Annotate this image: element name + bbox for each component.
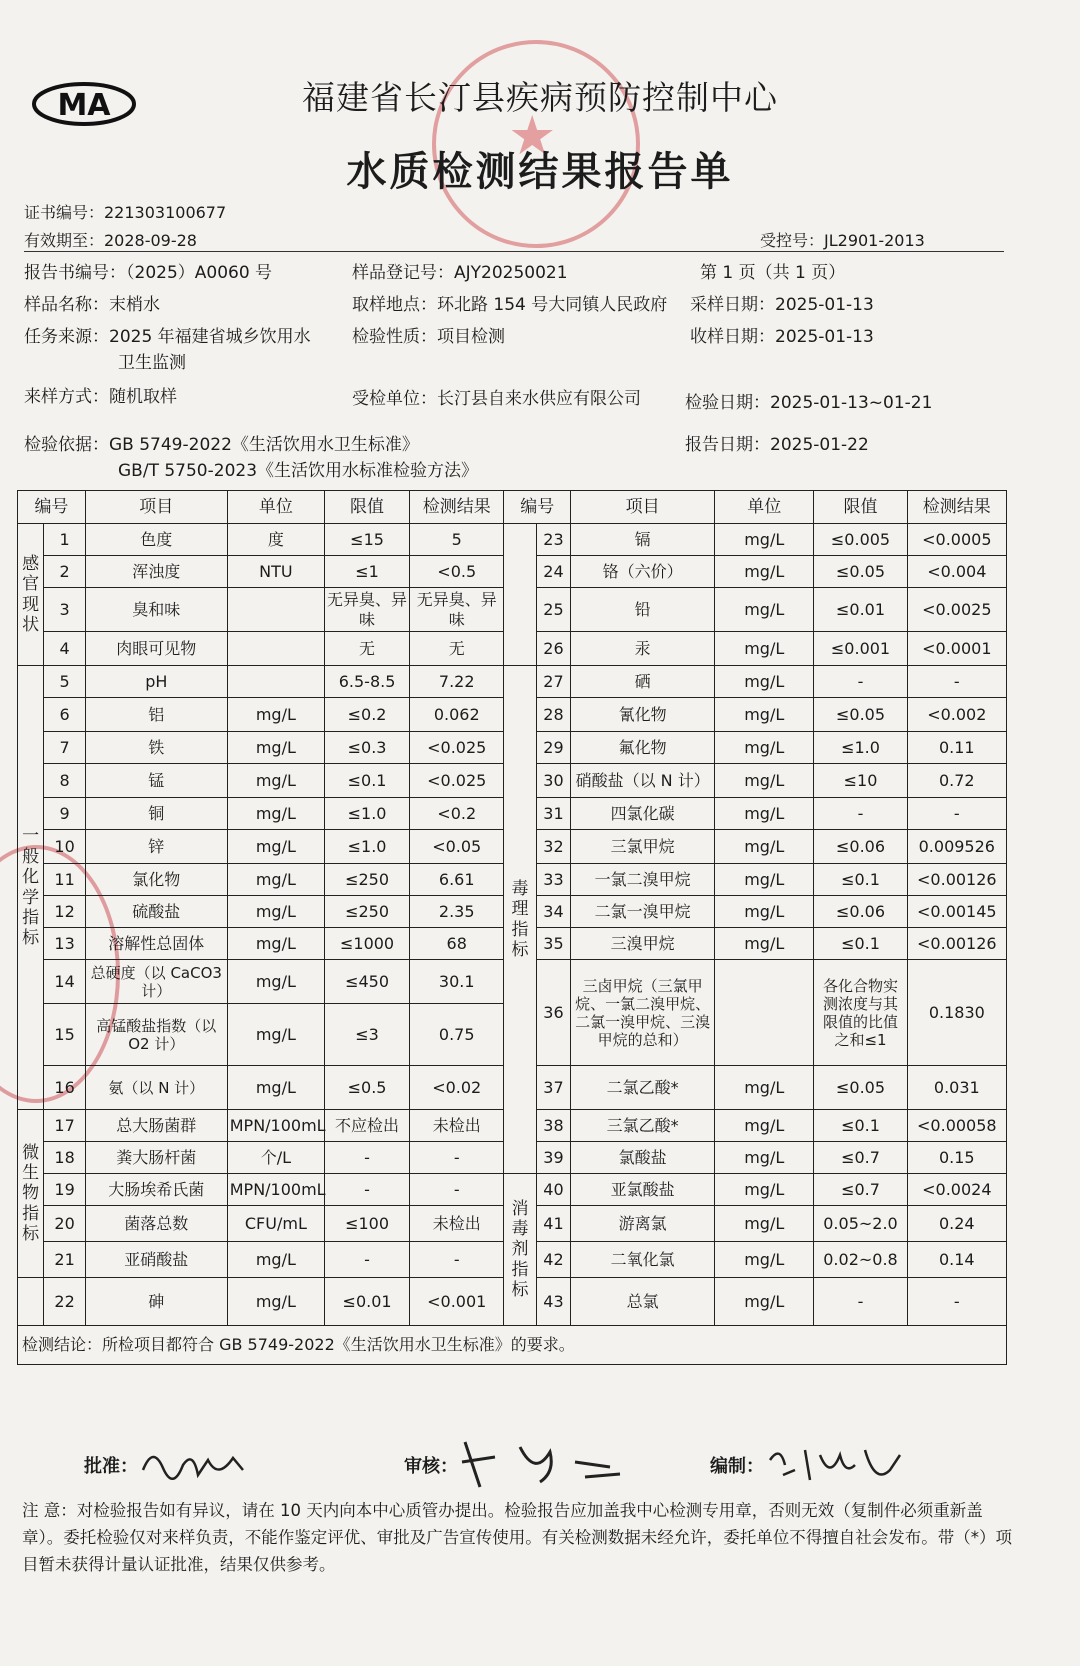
- item-number: 22: [44, 1278, 86, 1326]
- item-unit: mg/L: [715, 798, 814, 830]
- item-unit: [227, 632, 324, 666]
- item-limit: ≤3: [325, 1004, 410, 1066]
- item-limit: ≤450: [325, 960, 410, 1004]
- item-limit: ≤1.0: [814, 732, 907, 764]
- item-number: 5: [44, 666, 86, 698]
- col-header: 单位: [715, 491, 814, 524]
- item-number: 14: [44, 960, 86, 1004]
- item-number: 25: [536, 588, 570, 632]
- task-source: 任务来源：2025 年福建省城乡饮用水: [24, 327, 311, 347]
- item-unit: mg/L: [715, 764, 814, 798]
- item-limit: 各化合物实测浓度与其限值的比值之和≤1: [814, 960, 907, 1066]
- item-result: 0.24: [907, 1206, 1006, 1242]
- item-name: 总氯: [571, 1278, 715, 1326]
- item-limit: ≤0.06: [814, 896, 907, 928]
- col-header: 检测结果: [410, 491, 504, 524]
- col-header: 单位: [227, 491, 324, 524]
- item-number: 19: [44, 1174, 86, 1206]
- item-limit: ≤1.0: [325, 798, 410, 830]
- item-limit: ≤0.1: [814, 1110, 907, 1142]
- item-unit: mg/L: [227, 928, 324, 960]
- item-name: pH: [85, 666, 227, 698]
- item-number: 41: [536, 1206, 570, 1242]
- item-result: <0.001: [410, 1278, 504, 1326]
- category-empty: [504, 524, 536, 666]
- item-name: 总大肠菌群: [85, 1110, 227, 1142]
- item-unit: mg/L: [227, 830, 324, 864]
- org-title: 福建省长汀县疾病预防控制中心: [302, 78, 778, 117]
- item-name: 三氯甲烷: [571, 830, 715, 864]
- page-indicator: 第 1 页（共 1 页）: [700, 263, 846, 283]
- notice-text: 注 意：对检验报告如有异议，请在 10 天内向本中心质管办提出。检验报告应加盖我中心检测专用章，否则无效（复制件必须重新盖章）。委托检验仅对来样负责，不能作鉴定评优、审批及广告宣传使用。有关检测数据未经允许，委托单位不得擅自社会发布。带（*）项目暂未获得计量认证批准，结果仅供参考。: [22, 1501, 1012, 1574]
- item-name: 汞: [571, 632, 715, 666]
- col-header: 编号: [18, 491, 86, 524]
- item-limit: -: [814, 666, 907, 698]
- item-result: 2.35: [410, 896, 504, 928]
- item-result: -: [410, 1142, 504, 1174]
- item-result: 0.14: [907, 1242, 1006, 1278]
- item-unit: mg/L: [715, 1242, 814, 1278]
- item-number: 3: [44, 588, 86, 632]
- item-result: 0.009526: [907, 830, 1006, 864]
- item-unit: 度: [227, 524, 324, 556]
- category-empty: [18, 1278, 44, 1326]
- item-unit: mg/L: [715, 1206, 814, 1242]
- item-unit: mg/L: [715, 896, 814, 928]
- control-number: 受控号：JL2901-2013: [760, 231, 925, 250]
- item-unit: mg/L: [715, 698, 814, 732]
- item-limit: ≤0.7: [814, 1142, 907, 1174]
- report-date: 报告日期：2025-01-22: [685, 435, 869, 455]
- item-result: <0.0025: [907, 588, 1006, 632]
- review-label: 审核：: [404, 1456, 458, 1477]
- conclusion-text: 检测结论：所检项目都符合 GB 5749-2022《生活饮用水卫生标准》的要求。: [18, 1326, 1007, 1365]
- item-number: 11: [44, 864, 86, 896]
- item-limit: ≤0.1: [814, 864, 907, 896]
- item-limit: -: [814, 798, 907, 830]
- item-unit: mg/L: [715, 588, 814, 632]
- approve-signature: [138, 1440, 248, 1498]
- item-limit: ≤0.2: [325, 698, 410, 732]
- item-result: <0.05: [410, 830, 504, 864]
- svg-text:MA: MA: [57, 88, 111, 123]
- item-number: 36: [536, 960, 570, 1066]
- item-name: 铜: [85, 798, 227, 830]
- item-number: 35: [536, 928, 570, 960]
- item-unit: MPN/100mL: [227, 1110, 324, 1142]
- item-name: 砷: [85, 1278, 227, 1326]
- receive-date: 收样日期：2025-01-13: [690, 327, 874, 347]
- item-unit: mg/L: [715, 1278, 814, 1326]
- item-name: 二氯一溴甲烷: [571, 896, 715, 928]
- item-result: <0.025: [410, 732, 504, 764]
- edit-label: 编制：: [710, 1456, 764, 1477]
- item-result: -: [907, 798, 1006, 830]
- item-limit: ≤0.005: [814, 524, 907, 556]
- item-unit: mg/L: [227, 864, 324, 896]
- item-number: 9: [44, 798, 86, 830]
- col-header: 检测结果: [907, 491, 1006, 524]
- item-result: 无异臭、异味: [410, 588, 504, 632]
- item-unit: mg/L: [715, 928, 814, 960]
- valid-until: 有效期至：2028-09-28: [24, 231, 197, 250]
- item-number: 40: [536, 1174, 570, 1206]
- item-result: 0.1830: [907, 960, 1006, 1066]
- item-number: 15: [44, 1004, 86, 1066]
- item-limit: 不应检出: [325, 1110, 410, 1142]
- item-name: 大肠埃希氏菌: [85, 1174, 227, 1206]
- item-limit: -: [325, 1174, 410, 1206]
- task-source-cont: 卫生监测: [118, 353, 186, 373]
- item-unit: mg/L: [227, 1066, 324, 1110]
- item-number: 26: [536, 632, 570, 666]
- item-result: <0.00126: [907, 928, 1006, 960]
- item-limit: ≤0.5: [325, 1066, 410, 1110]
- category-label: 微生物指标: [18, 1110, 44, 1278]
- item-result: <0.0001: [907, 632, 1006, 666]
- item-name: 锰: [85, 764, 227, 798]
- item-limit: -: [325, 1242, 410, 1278]
- item-limit: ≤0.05: [814, 556, 907, 588]
- item-limit: 无: [325, 632, 410, 666]
- item-result: <0.02: [410, 1066, 504, 1110]
- review-signature: [460, 1432, 630, 1500]
- item-number: 39: [536, 1142, 570, 1174]
- item-result: 未检出: [410, 1206, 504, 1242]
- item-result: <0.5: [410, 556, 504, 588]
- item-number: 32: [536, 830, 570, 864]
- item-name: 铬（六价）: [571, 556, 715, 588]
- item-unit: mg/L: [227, 960, 324, 1004]
- test-basis: 检验依据：GB 5749-2022《生活饮用水卫生标准》: [24, 435, 419, 455]
- test-basis-cont: GB/T 5750-2023《生活饮用水标准检验方法》: [118, 461, 479, 481]
- report-number: 报告书编号：（2025）A0060 号: [24, 263, 273, 283]
- cert-number: 证书编号：221303100677: [24, 203, 227, 222]
- item-unit: mg/L: [227, 1278, 324, 1326]
- approve-label: 批准：: [84, 1456, 138, 1477]
- col-header: 限值: [814, 491, 907, 524]
- item-number: 42: [536, 1242, 570, 1278]
- item-unit: mg/L: [227, 1004, 324, 1066]
- item-limit: ≤0.7: [814, 1174, 907, 1206]
- table-row: [18, 1174, 1007, 1206]
- item-unit: mg/L: [715, 556, 814, 588]
- item-unit: NTU: [227, 556, 324, 588]
- item-name: 氰化物: [571, 698, 715, 732]
- inspected-unit: 受检单位：长汀县自来水供应有限公司: [352, 389, 641, 409]
- item-result: <0.00058: [907, 1110, 1006, 1142]
- item-limit: 无异臭、异味: [325, 588, 410, 632]
- item-limit: ≤0.01: [814, 588, 907, 632]
- item-limit: ≤0.05: [814, 698, 907, 732]
- item-name: 亚氯酸盐: [571, 1174, 715, 1206]
- item-number: 17: [44, 1110, 86, 1142]
- item-number: 8: [44, 764, 86, 798]
- item-name: 一氯二溴甲烷: [571, 864, 715, 896]
- item-limit: ≤15: [325, 524, 410, 556]
- item-unit: [715, 960, 814, 1066]
- item-limit: 0.05~2.0: [814, 1206, 907, 1242]
- item-number: 29: [536, 732, 570, 764]
- conclusion-row: [18, 1326, 1007, 1365]
- item-number: 21: [44, 1242, 86, 1278]
- results-table: [17, 490, 1007, 1365]
- item-number: 27: [536, 666, 570, 698]
- item-unit: mg/L: [715, 1066, 814, 1110]
- item-limit: ≤0.01: [325, 1278, 410, 1326]
- item-name: 三卤甲烷（三氯甲烷、一氯二溴甲烷、二氯一溴甲烷、三溴甲烷的总和）: [571, 960, 715, 1066]
- edit-signature: [765, 1440, 905, 1498]
- test-nature: 检验性质：项目检测: [352, 327, 505, 347]
- item-limit: ≤1: [325, 556, 410, 588]
- item-number: 23: [536, 524, 570, 556]
- item-name: 亚硝酸盐: [85, 1242, 227, 1278]
- item-unit: mg/L: [715, 864, 814, 896]
- doc-title: 水质检测结果报告单: [346, 149, 734, 195]
- item-number: 24: [536, 556, 570, 588]
- item-limit: ≤0.3: [325, 732, 410, 764]
- item-number: 43: [536, 1278, 570, 1326]
- sample-reg-number: 样品登记号：AJY20250021: [352, 263, 568, 283]
- item-number: 20: [44, 1206, 86, 1242]
- category-label: 消毒剂指标: [504, 1174, 536, 1326]
- item-unit: mg/L: [715, 1174, 814, 1206]
- item-number: 37: [536, 1066, 570, 1110]
- item-result: -: [907, 1278, 1006, 1326]
- item-limit: ≤100: [325, 1206, 410, 1242]
- item-result: 6.61: [410, 864, 504, 896]
- item-name: 铅: [571, 588, 715, 632]
- table-row: [18, 666, 1007, 698]
- item-result: <0.025: [410, 764, 504, 798]
- item-name: 锌: [85, 830, 227, 864]
- item-result: <0.0024: [907, 1174, 1006, 1206]
- item-number: 12: [44, 896, 86, 928]
- item-name: 总硬度（以 CaCO3 计）: [85, 960, 227, 1004]
- item-name: 氯酸盐: [571, 1142, 715, 1174]
- item-number: 28: [536, 698, 570, 732]
- item-limit: ≤1000: [325, 928, 410, 960]
- item-name: 镉: [571, 524, 715, 556]
- item-unit: mg/L: [715, 524, 814, 556]
- item-unit: mg/L: [715, 732, 814, 764]
- item-name: 铁: [85, 732, 227, 764]
- item-result: <0.002: [907, 698, 1006, 732]
- item-unit: mg/L: [227, 1242, 324, 1278]
- item-result: 7.22: [410, 666, 504, 698]
- item-unit: mg/L: [227, 798, 324, 830]
- item-result: 68: [410, 928, 504, 960]
- item-number: 31: [536, 798, 570, 830]
- col-header: 编号: [504, 491, 571, 524]
- item-name: 菌落总数: [85, 1206, 227, 1242]
- item-name: 氨（以 N 计）: [85, 1066, 227, 1110]
- item-unit: mg/L: [227, 698, 324, 732]
- item-unit: mg/L: [715, 830, 814, 864]
- col-header: 限值: [325, 491, 410, 524]
- item-name: 氯化物: [85, 864, 227, 896]
- item-name: 氟化物: [571, 732, 715, 764]
- item-name: 四氯化碳: [571, 798, 715, 830]
- item-name: 硒: [571, 666, 715, 698]
- item-limit: ≤250: [325, 896, 410, 928]
- item-number: 30: [536, 764, 570, 798]
- category-label: 感官现状: [18, 524, 44, 666]
- item-result: <0.0005: [907, 524, 1006, 556]
- item-name: 硫酸盐: [85, 896, 227, 928]
- item-result: <0.004: [907, 556, 1006, 588]
- item-number: 34: [536, 896, 570, 928]
- item-limit: -: [814, 1278, 907, 1326]
- item-unit: mg/L: [227, 732, 324, 764]
- table-header-row: [18, 491, 1007, 524]
- item-number: 38: [536, 1110, 570, 1142]
- item-name: 二氧化氯: [571, 1242, 715, 1278]
- item-unit: mg/L: [227, 764, 324, 798]
- item-result: <0.2: [410, 798, 504, 830]
- item-number: 16: [44, 1066, 86, 1110]
- item-unit: mg/L: [227, 896, 324, 928]
- item-number: 2: [44, 556, 86, 588]
- item-result: <0.00145: [907, 896, 1006, 928]
- item-result: 0.75: [410, 1004, 504, 1066]
- sample-location: 取样地点：环北路 154 号大同镇人民政府: [352, 295, 668, 315]
- item-name: 三氯乙酸*: [571, 1110, 715, 1142]
- item-number: 33: [536, 864, 570, 896]
- item-limit: ≤0.06: [814, 830, 907, 864]
- sample-name: 样品名称：末梢水: [24, 295, 160, 315]
- item-result: 30.1: [410, 960, 504, 1004]
- item-result: 0.031: [907, 1066, 1006, 1110]
- item-limit: ≤250: [325, 864, 410, 896]
- item-unit: 个/L: [227, 1142, 324, 1174]
- item-name: 高锰酸盐指数（以 O2 计）: [85, 1004, 227, 1066]
- item-result: 0.11: [907, 732, 1006, 764]
- col-header: 项目: [85, 491, 227, 524]
- item-limit: ≤0.1: [814, 928, 907, 960]
- item-unit: mg/L: [715, 666, 814, 698]
- item-limit: 6.5-8.5: [325, 666, 410, 698]
- table-row: [18, 524, 1007, 556]
- item-name: 三溴甲烷: [571, 928, 715, 960]
- item-result: -: [410, 1242, 504, 1278]
- item-unit: CFU/mL: [227, 1206, 324, 1242]
- test-date: 检验日期：2025-01-13~01-21: [685, 393, 933, 413]
- item-name: 铝: [85, 698, 227, 732]
- item-name: 二氯乙酸*: [571, 1066, 715, 1110]
- sampling-method: 来样方式：随机取样: [24, 387, 177, 407]
- item-limit: ≤0.001: [814, 632, 907, 666]
- item-limit: -: [325, 1142, 410, 1174]
- item-name: 浑浊度: [85, 556, 227, 588]
- item-number: 7: [44, 732, 86, 764]
- item-name: 臭和味: [85, 588, 227, 632]
- item-unit: [227, 588, 324, 632]
- item-number: 13: [44, 928, 86, 960]
- category-label: 毒理指标: [504, 666, 536, 1174]
- item-number: 10: [44, 830, 86, 864]
- item-name: 肉眼可见物: [85, 632, 227, 666]
- item-name: 色度: [85, 524, 227, 556]
- category-label: 一般化学指标: [18, 666, 44, 1110]
- item-result: 0.062: [410, 698, 504, 732]
- item-unit: [227, 666, 324, 698]
- item-result: 0.72: [907, 764, 1006, 798]
- item-result: -: [410, 1174, 504, 1206]
- item-result: 5: [410, 524, 504, 556]
- item-number: 1: [44, 524, 86, 556]
- item-unit: mg/L: [715, 1110, 814, 1142]
- sample-date: 采样日期：2025-01-13: [690, 295, 874, 315]
- item-result: 无: [410, 632, 504, 666]
- item-number: 4: [44, 632, 86, 666]
- item-number: 18: [44, 1142, 86, 1174]
- item-limit: ≤0.1: [325, 764, 410, 798]
- item-limit: ≤1.0: [325, 830, 410, 864]
- item-number: 6: [44, 698, 86, 732]
- item-limit: ≤0.05: [814, 1066, 907, 1110]
- item-result: 未检出: [410, 1110, 504, 1142]
- item-unit: MPN/100mL: [227, 1174, 324, 1206]
- item-result: 0.15: [907, 1142, 1006, 1174]
- item-unit: mg/L: [715, 632, 814, 666]
- item-name: 粪大肠杆菌: [85, 1142, 227, 1174]
- header-divider: [24, 251, 1004, 252]
- item-limit: ≤10: [814, 764, 907, 798]
- item-result: <0.00126: [907, 864, 1006, 896]
- item-name: 溶解性总固体: [85, 928, 227, 960]
- item-unit: mg/L: [715, 1142, 814, 1174]
- item-name: 硝酸盐（以 N 计）: [571, 764, 715, 798]
- col-header: 项目: [571, 491, 715, 524]
- item-name: 游离氯: [571, 1206, 715, 1242]
- official-seal: ★: [432, 40, 640, 248]
- item-limit: 0.02~0.8: [814, 1242, 907, 1278]
- item-result: -: [907, 666, 1006, 698]
